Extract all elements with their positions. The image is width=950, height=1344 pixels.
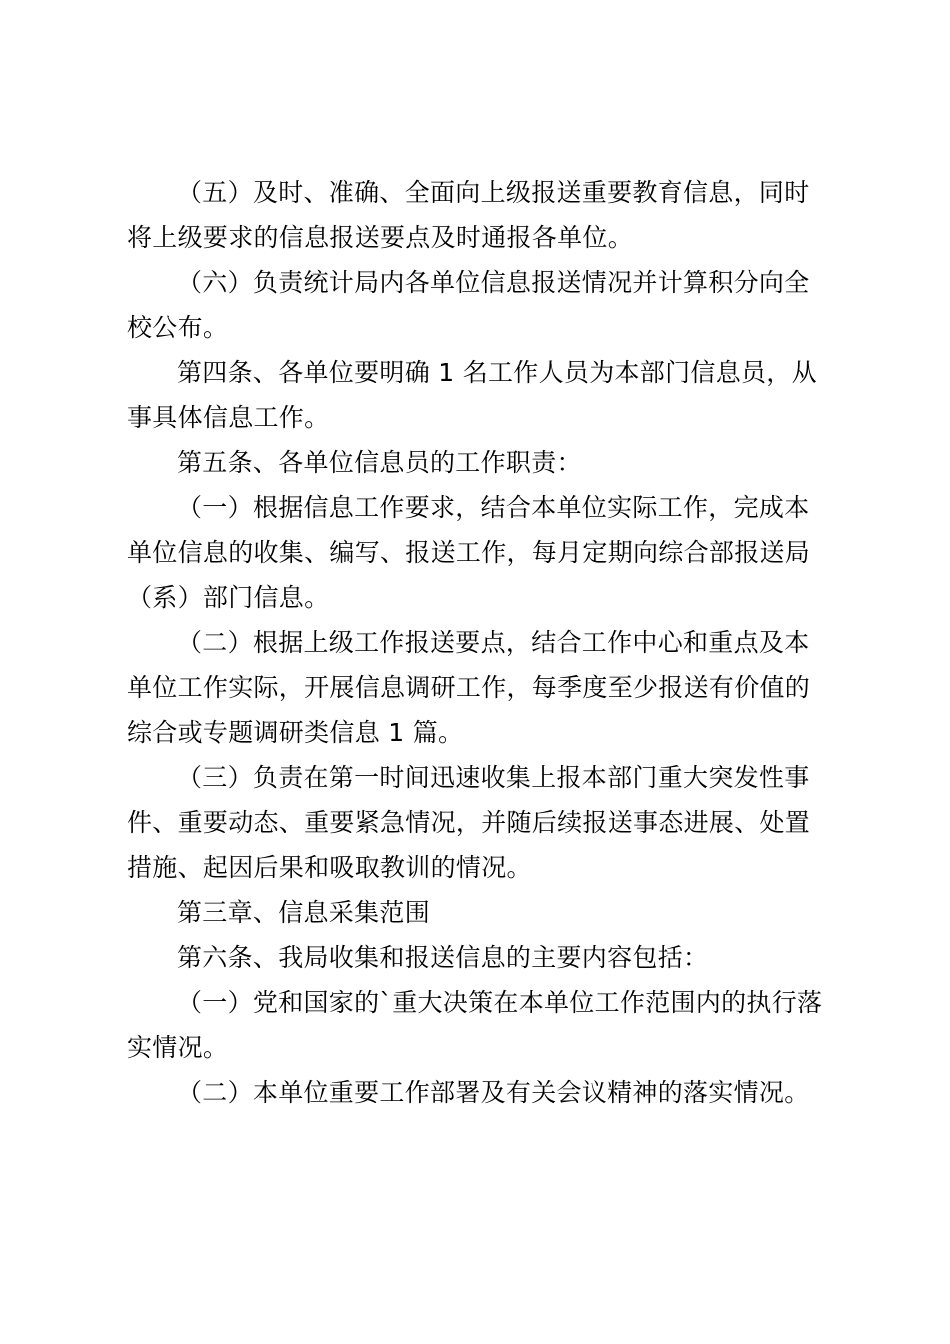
article-6-item-2 <box>127 1070 827 1115</box>
text-line: （一）根据信息工作要求，结合本单位实际工作，完成本 <box>177 493 810 522</box>
text-line: （一）党和国家的`重大决策在本单位工作范围内的执行落 <box>177 988 823 1017</box>
text-line: 第五条、各单位信息员的工作职责： <box>177 448 582 477</box>
article-6-item-1 <box>127 980 827 1070</box>
text-line: （六）负责统计局内各单位信息报送情况并计算积分向全 <box>177 268 810 297</box>
text-line: （二）根据上级工作报送要点，结合工作中心和重点及本 <box>177 628 810 657</box>
text-line: 校公布。 <box>127 313 229 342</box>
text-line: 事具体信息工作。 <box>127 403 330 432</box>
text-line: （二）本单位重要工作部署及有关会议精神的落实情况。 <box>177 1078 810 1107</box>
text-line: （三）负责在第一时间迅速收集上报本部门重大突发性事 <box>177 763 810 792</box>
paragraph-6-statistics <box>127 260 827 350</box>
article-5-item-2 <box>127 620 827 755</box>
article-5-heading <box>127 440 827 485</box>
text-line: 措施、起因后果和吸取教训的情况。 <box>127 853 532 882</box>
article-6-heading <box>127 935 827 980</box>
text-line: 单位信息的收集、编写、报送工作，每月定期向综合部报送局 <box>127 538 811 567</box>
text-line: 综合或专题调研类信息 1 篇。 <box>127 718 464 747</box>
article-5-item-3 <box>127 755 827 890</box>
text-line: 实情况。 <box>127 1033 229 1062</box>
article-5-item-1 <box>127 485 827 620</box>
paragraph-5-report-upward <box>127 170 827 260</box>
text-line: （五）及时、准确、全面向上级报送重要教育信息，同时 <box>177 178 810 207</box>
document-body <box>127 170 827 1115</box>
chapter-3-heading <box>127 890 827 935</box>
text-line: （系）部门信息。 <box>127 583 330 612</box>
text-line: 第四条、各单位要明确 1 名工作人员为本部门信息员，从 <box>177 358 817 387</box>
text-line: 件、重要动态、重要紧急情况，并随后续报送事态进展、处置 <box>127 808 811 837</box>
text-line: 第六条、我局收集和报送信息的主要内容包括： <box>177 943 709 972</box>
article-4 <box>127 350 827 440</box>
text-line: 单位工作实际，开展信息调研工作，每季度至少报送有价值的 <box>127 673 811 702</box>
text-line: 第三章、信息采集范围 <box>177 898 431 927</box>
text-line: 将上级要求的信息报送要点及时通报各单位。 <box>127 223 634 252</box>
